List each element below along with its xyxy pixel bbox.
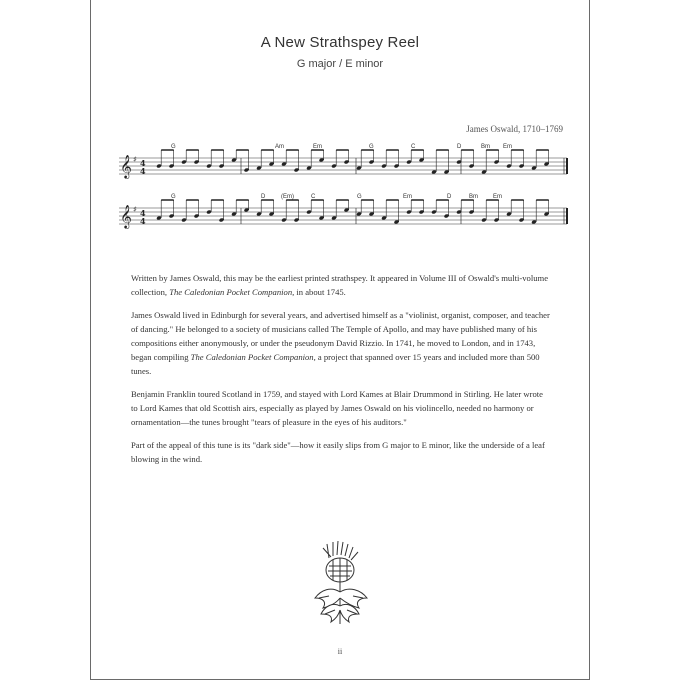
paragraph-1: Written by James Oswald, this may be the earliest printed strathspey. It appeared in Volume III of Oswald's multi-volume collection, The Caledonian Pocket Companion, in about 1745. (131, 273, 549, 297)
chord-symbol: D (261, 194, 266, 200)
paragraph-4: Part of the appeal of this tune is its "dark side"—how it easily slips from G major to E minor, like the underside of a leaf blowing in the wind. (131, 440, 545, 464)
svg-text:♯: ♯ (133, 205, 137, 214)
chord-symbol: Em (313, 144, 322, 150)
chord-symbol: D (447, 194, 452, 200)
chord-symbol: Bm (469, 194, 478, 200)
chord-symbol: G (357, 194, 362, 200)
tune-key: G major / E minor (296, 58, 384, 70)
paragraph-2: James Oswald lived in Edinburgh for several years, and advertised himself as a "violinist, organist, composer, and teacher of dancing." He belonged to a society of musicians called The Temple of Apollo, and may have published many of his compositions either anonymously, or under the pseudonym David Rizzio. In 1741, he moved to London, and in 1743, began compiling The Caledonian Pocket Companion, a project that spanned over 15 years and included more than 500 tunes. (131, 310, 550, 376)
tune-title: A New Strathspey Reel (260, 34, 420, 51)
chord-symbol: C (411, 144, 416, 150)
chord-symbol: (Em) (281, 194, 294, 200)
svg-text:♯: ♯ (133, 155, 137, 164)
chord-symbol: Em (503, 144, 512, 150)
svg-text:4: 4 (140, 158, 146, 168)
svg-text:4: 4 (140, 216, 146, 226)
paragraph-3: Benjamin Franklin toured Scotland in 1759, and stayed with Lord Kames at Blair Drummond in Stirling. He later wrote to Lord Kames that old Scottish airs, especially as played by James Oswald on his violincello, needed no harmony or ornamentation—the tunes brought "tears of pleasure in the eyes of his auditors." (131, 389, 543, 427)
svg-text:4: 4 (140, 208, 146, 218)
book-page (90, 0, 590, 680)
staff-1 (119, 144, 567, 179)
svg-text:4: 4 (140, 166, 146, 176)
sheet-music (111, 138, 571, 238)
treble-clef-icon: 𝄞 (120, 154, 132, 178)
chord-symbol: Bm (481, 144, 490, 150)
chord-symbol: D (457, 144, 462, 150)
body-text (131, 271, 551, 475)
chord-symbol: G (171, 144, 176, 150)
chord-symbol: Em (493, 194, 502, 200)
page-number: ii (337, 647, 343, 656)
chord-symbol: G (369, 144, 374, 150)
thistle-illustration (309, 540, 373, 626)
chord-symbol: C (311, 194, 316, 200)
staff-2 (119, 194, 567, 229)
chord-symbol: Am (275, 144, 284, 150)
chord-symbol: Em (403, 194, 412, 200)
composer-credit: James Oswald, 1710–1769 (466, 124, 563, 134)
chord-symbol: G (171, 194, 176, 200)
treble-clef-icon: 𝄞 (120, 204, 132, 228)
